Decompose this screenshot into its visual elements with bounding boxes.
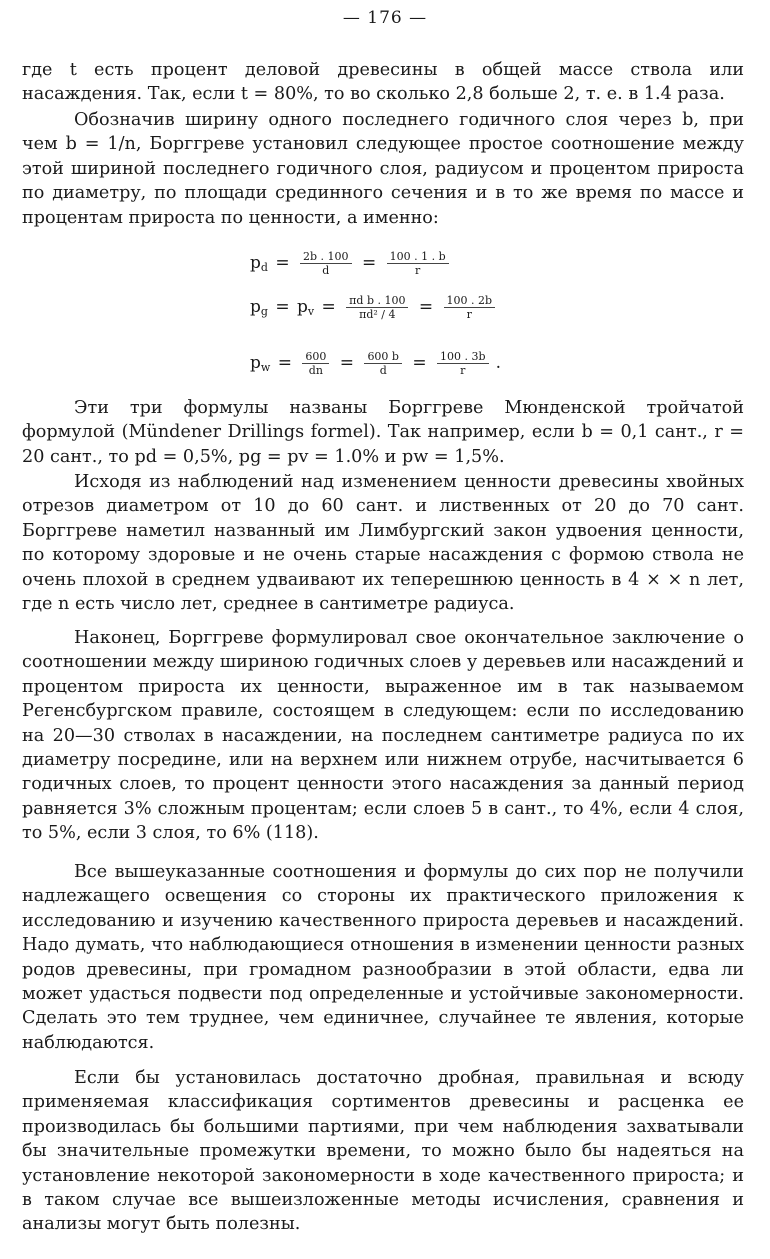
paragraph-7: Если бы установилась достаточно дробная, правильная и всюду применяемая классификация сортиментов древесины и расценка ее производилась бы большими партиями, при чем наблюдения захватывали бы значительные промежутки времени, то можно было бы надеяться на установление некоторой закономерности в ходе качественного прироста; и в таком случае все вышеизложенные методы исчисления, сравнения и анализы могут быть полезны.: [22, 1068, 744, 1235]
formula-pw: $p_w$ = $\frac{600}{dn}$ = $\frac{600 b}{d}$ = $\frac{100 . 3b}{r}$ .: [250, 350, 501, 377]
paragraph-4: Исходя из наблюдений над изменением ценности древесины хвойных отрезов диаметром от 10 до 60 сант. и лиственных от 20 до 70 сант. Борггреве наметил названный им Лимбургский закон удвоения ценности, по которому здоровые и не очень старые насаждения с формою ствола не очень плохой в среднем удваивают их теперешнюю ценность в 4 × × n лет, где n есть число лет, среднее в сантиметре радиуса.: [22, 472, 744, 615]
formula-pd: $p_d$ = $\frac{2b . 100}{d}$ = $\frac{100 . 1 . b}{r}$: [250, 250, 452, 277]
paragraph-1: где t есть процент деловой древесины в общей массе ствола или насаждения. Так, если t = 80%, то во сколько 2,8 больше 2, т. е. в 1.4 раза.: [22, 60, 744, 105]
paragraph-6: Все вышеуказанные соотношения и формулы до сих пор не получили надлежащего освещения со стороны их практического приложения к исследованию и изучению качественного прироста деревьев и насаждений. Надо думать, что наблюдающиеся отношения в изменении ценности разных родов древесины, при громадном разнообразии в этой области, едва ли может удасться подвести под определенные и устойчивые закономерности. Сделать это тем труднее, чем единичнее, случайнее те явления, которые наблюдаются.: [22, 862, 744, 1053]
formula-pg: $p_g = p_v$ = $\frac{\text{πd b . 100}}{\text{πd² / 4}}$ = $\frac{100 . 2b}{r}$: [250, 294, 498, 321]
paragraph-2: Обозначив ширину одного последнего годичного слоя через b, при чем b = 1/n, Борггреве установил следующее простое соотношение между этой шириной последнего годичного слоя, радиусом и процентом прироста по диаметру, по площади срединного сечения и в то же время по массе и процентам прироста по ценности, а именно:: [22, 110, 744, 228]
paragraph-5: Наконец, Борггреве формулировал свое окончательное заключение о соотношении между шириною годичных слоев у деревьев или насаждений и процентом прироста их ценности, выраженное им в так называемом Регенсбургском правиле, состоящем в следующем: если по исследованию на 20—30 стволах в насаждении, на последнем сантиметре радиуса по их диаметру посредине, или на верхнем или нижнем отрубе, насчитывается 6 годичных слоев, то процент ценности этого насаждения за данный период равняется 3% сложным процентам; если слоев 5 в сант., то 4%, если 4 слоя, то 5%, если 3 слоя, то 6% (118).: [22, 628, 744, 844]
paragraph-3: Эти три формулы названы Борггреве Мюнденской тройчатой формулой (Mündener Drillings formel). Так например, если b = 0,1 сант., r = 20 сант., то pd = 0,5%, pg = pv = 1.0% и pw = 1,5%.: [22, 398, 744, 467]
formula-block: [250, 250, 550, 390]
page-number: — 176 —: [342, 8, 428, 28]
